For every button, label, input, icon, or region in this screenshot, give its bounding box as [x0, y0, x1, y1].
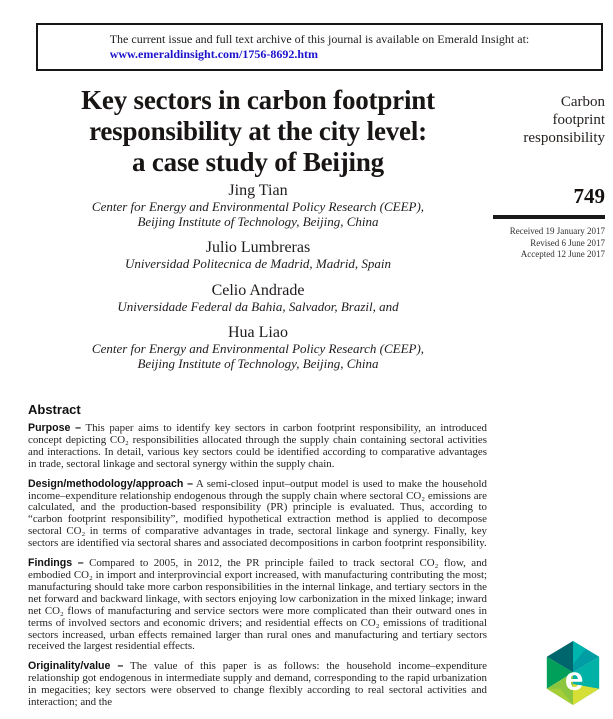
author-affiliation: Beijing Institute of Technology, Beijing, China	[137, 355, 379, 371]
author-affiliation: Universidade Federal da Bahia, Salvador, Brazil, and	[117, 298, 399, 314]
abstract-section	[28, 402, 487, 717]
author-affiliation: Universidad Politecnica de Madrid, Madrid, Spain	[124, 256, 392, 271]
abstract-heading: Abstract	[28, 402, 81, 417]
abstract-originality-text: The value of this paper is as follows: the household income–expenditure relationship got endogenous in intermediate supply and demand, corresponding to the rapid urbanization in megacities; key sectors were observed to change flexibly according to real sectoral activities and interaction; and the	[28, 660, 488, 709]
abstract-findings	[28, 558, 487, 653]
author-affiliation: Center for Energy and Environmental Policy Research (CEEP),	[91, 199, 425, 214]
abstract-purpose	[28, 423, 487, 471]
availability-text: The current issue and full text archive of this journal is available on Emerald Insight at:	[109, 32, 530, 46]
author-block	[26, 181, 490, 380]
journal-title-line: Carbon	[560, 94, 605, 110]
journal-url-link[interactable]: www.emeraldinsight.com/1756-8692.htm	[109, 47, 319, 61]
article-title	[26, 85, 490, 178]
availability-banner	[36, 23, 603, 71]
abstract-design	[28, 479, 487, 550]
article-history	[493, 226, 605, 261]
author-group	[26, 238, 490, 272]
author-name: Hua Liao	[228, 324, 288, 341]
author-group	[26, 281, 490, 315]
abstract-purpose-label: Purpose –	[28, 422, 82, 434]
author-name: Celio Andrade	[211, 281, 305, 299]
sidebar-divider	[493, 215, 605, 219]
author-name: Julio Lumbreras	[205, 239, 311, 256]
author-group	[26, 181, 490, 229]
journal-running-title	[493, 93, 605, 147]
journal-title-line: footprint	[552, 112, 605, 128]
article-title-line: a case study of Beijing	[132, 147, 384, 177]
author-name: Jing Tian	[228, 182, 288, 199]
abstract-design-label: Design/methodology/approach –	[28, 477, 194, 490]
abstract-originality-label: Originality/value –	[28, 660, 124, 673]
abstract-findings-label: Findings –	[28, 557, 84, 570]
author-affiliation: Center for Energy and Environmental Policy Research (CEEP),	[91, 341, 425, 356]
author-affiliation: Beijing Institute of Technology, Beijing, China	[137, 213, 379, 229]
abstract-purpose-text: This paper aims to identify key sectors in carbon footprint responsibility, an introduced concept depicting CO₂ responsibilities allocated through the supply chain containing sectoral activities and interactions. In detail, various key sectors could be identified according to comparative advantages in trade, sectoral linkage and sectoral synergy within the supply chain.	[28, 422, 487, 470]
revised-date: Revised 6 June 2017	[530, 237, 605, 248]
journal-title-line: responsibility	[523, 130, 605, 146]
journal-sidebar	[493, 93, 605, 261]
abstract-design-text: A semi-closed input–output model is used to make the household income–expenditure relationship endogenous through the supply chain where sectoral CO₂ emissions are calculated, and the production-based responsibility (PR) principle is evaluated. Thus, according to “carbon footprint responsibility”, modified hypothetical extraction method is applied to decompose sectoral CO₂ in terms of comparative advantages in trade, sectoral linkage and synergy. Finally, key sectors are identified via sectoral shares and associated decompositions in carbon footprint responsibility.	[28, 477, 487, 550]
emerald-logo-icon	[543, 641, 603, 705]
accepted-date: Accepted 12 June 2017	[520, 249, 605, 259]
received-date: Received 19 January 2017	[509, 226, 605, 236]
abstract-originality	[28, 661, 487, 709]
page-number: 749	[573, 184, 605, 208]
article-title-line: responsibility at the city level:	[89, 116, 427, 146]
author-group	[26, 323, 490, 371]
abstract-findings-text: Compared to 2005, in 2012, the PR principle failed to track sectoral CO₂ flow, and embodied CO₂ in import and interprovincial export increased, with manufacturing contributing the most; manufacturing should take more carbon responsibilities in the internal linkage, and tertiary sectors in the net forward and backward linkage, with sectors enjoying low carbonization in the mixed linkage; inward net CO₂ flows of manufacturing and service sectors were more complicated than their outward ones in terms of involved sectors and economic drivers; and residential effects on CO₂ emissions of traditional sectors increased, urban effects remained larger than rural ones and manufacturing and tertiary sectors received the largest residential effects.	[28, 557, 487, 653]
svg-text:e: e	[564, 659, 584, 698]
article-title-line: Key sectors in carbon footprint	[81, 85, 435, 115]
